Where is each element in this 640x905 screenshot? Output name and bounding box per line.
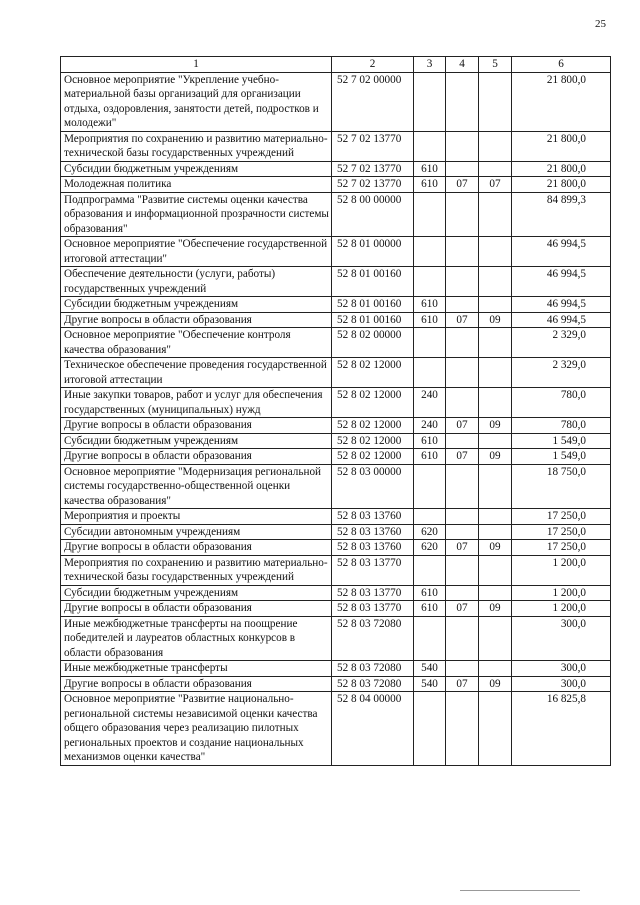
column-header: 6 (512, 57, 611, 73)
row-subsection-cell (479, 72, 512, 131)
row-name-cell: Иные межбюджетные трансферты (61, 661, 332, 677)
row-subsection-cell (479, 464, 512, 509)
row-amount-cell: 16 825,8 (512, 692, 611, 766)
row-code-cell: 52 8 01 00160 (332, 267, 414, 297)
row-code-cell: 52 8 03 13770 (332, 601, 414, 617)
table-row (61, 177, 611, 193)
row-amount-cell: 780,0 (512, 418, 611, 434)
row-code-cell: 52 8 02 12000 (332, 388, 414, 418)
row-subsection-cell (479, 616, 512, 661)
row-subsection-cell (479, 585, 512, 601)
row-name-cell: Основное мероприятие "Укрепление учебно-материальной базы организаций для организации отдыха, оздоровления, занятости детей, подростков и молодежи" (61, 72, 332, 131)
row-section-cell (446, 72, 479, 131)
row-subsection-cell (479, 161, 512, 177)
row-subsection-cell (479, 358, 512, 388)
table-row (61, 418, 611, 434)
row-subsection-cell (479, 267, 512, 297)
column-header: 4 (446, 57, 479, 73)
table-row (61, 449, 611, 465)
row-type-cell: 610 (414, 312, 446, 328)
row-section-cell: 07 (446, 449, 479, 465)
row-name-cell: Обеспечение деятельности (услуги, работы) государственных учреждений (61, 267, 332, 297)
row-type-cell (414, 464, 446, 509)
row-name-cell: Другие вопросы в области образования (61, 449, 332, 465)
table-row (61, 297, 611, 313)
table-row (61, 72, 611, 131)
row-type-cell (414, 692, 446, 766)
table-row (61, 161, 611, 177)
row-code-cell: 52 8 03 00000 (332, 464, 414, 509)
row-subsection-cell (479, 692, 512, 766)
row-section-cell (446, 661, 479, 677)
row-subsection-cell: 09 (479, 676, 512, 692)
row-section-cell (446, 388, 479, 418)
row-type-cell: 610 (414, 297, 446, 313)
row-name-cell: Другие вопросы в области образования (61, 312, 332, 328)
row-code-cell: 52 8 01 00160 (332, 297, 414, 313)
row-name-cell: Основное мероприятие "Развитие национально-региональной системы независимой оценки качества общего образования через реализацию пилотных региональных проектов и создание национальных механизмов оценки качества" (61, 692, 332, 766)
row-code-cell: 52 8 03 72080 (332, 661, 414, 677)
row-subsection-cell (479, 328, 512, 358)
row-amount-cell: 21 800,0 (512, 72, 611, 131)
table-row (61, 676, 611, 692)
row-code-cell: 52 7 02 13770 (332, 161, 414, 177)
row-section-cell (446, 328, 479, 358)
table-row (61, 555, 611, 585)
row-name-cell: Субсидии бюджетным учреждениям (61, 585, 332, 601)
row-type-cell: 610 (414, 585, 446, 601)
row-type-cell: 240 (414, 388, 446, 418)
row-type-cell (414, 192, 446, 237)
table-row (61, 585, 611, 601)
row-name-cell: Другие вопросы в области образования (61, 601, 332, 617)
row-subsection-cell: 09 (479, 418, 512, 434)
row-code-cell: 52 8 03 13760 (332, 509, 414, 525)
table-row (61, 509, 611, 525)
row-subsection-cell (479, 297, 512, 313)
row-subsection-cell: 09 (479, 312, 512, 328)
row-code-cell: 52 8 02 12000 (332, 358, 414, 388)
table-row (61, 540, 611, 556)
row-name-cell: Иные закупки товаров, работ и услуг для обеспечения государственных (муниципальных) нужд (61, 388, 332, 418)
row-name-cell: Другие вопросы в области образования (61, 418, 332, 434)
row-name-cell: Иные межбюджетные трансферты на поощрение победителей и лауреатов областных конкурсов в области образования (61, 616, 332, 661)
table-row (61, 661, 611, 677)
row-type-cell: 610 (414, 449, 446, 465)
row-section-cell (446, 524, 479, 540)
row-subsection-cell (479, 524, 512, 540)
row-name-cell: Техническое обеспечение проведения государственной итоговой аттестации (61, 358, 332, 388)
row-amount-cell: 17 250,0 (512, 524, 611, 540)
table-row (61, 524, 611, 540)
row-amount-cell: 300,0 (512, 661, 611, 677)
row-subsection-cell: 09 (479, 601, 512, 617)
row-amount-cell: 2 329,0 (512, 328, 611, 358)
row-type-cell: 610 (414, 433, 446, 449)
row-section-cell (446, 585, 479, 601)
row-type-cell (414, 72, 446, 131)
row-section-cell (446, 616, 479, 661)
row-name-cell: Субсидии бюджетным учреждениям (61, 297, 332, 313)
budget-table (60, 56, 611, 766)
row-subsection-cell: 09 (479, 540, 512, 556)
table-row (61, 464, 611, 509)
row-name-cell: Основное мероприятие "Обеспечение государственной итоговой аттестации" (61, 237, 332, 267)
row-section-cell: 07 (446, 177, 479, 193)
table-row (61, 433, 611, 449)
row-type-cell: 540 (414, 676, 446, 692)
row-section-cell (446, 297, 479, 313)
row-subsection-cell (479, 131, 512, 161)
row-subsection-cell (479, 433, 512, 449)
row-name-cell: Другие вопросы в области образования (61, 540, 332, 556)
row-code-cell: 52 8 02 12000 (332, 433, 414, 449)
table-row (61, 388, 611, 418)
row-name-cell: Субсидии бюджетным учреждениям (61, 161, 332, 177)
row-type-cell (414, 267, 446, 297)
row-type-cell: 620 (414, 524, 446, 540)
table-row (61, 692, 611, 766)
row-subsection-cell: 07 (479, 177, 512, 193)
row-name-cell: Другие вопросы в области образования (61, 676, 332, 692)
row-amount-cell: 1 200,0 (512, 585, 611, 601)
row-section-cell (446, 161, 479, 177)
table-row (61, 358, 611, 388)
row-subsection-cell: 09 (479, 449, 512, 465)
row-name-cell: Мероприятия по сохранению и развитию материально-технической базы государственных учреждений (61, 555, 332, 585)
row-amount-cell: 17 250,0 (512, 509, 611, 525)
column-header: 3 (414, 57, 446, 73)
row-code-cell: 52 8 03 72080 (332, 676, 414, 692)
row-code-cell: 52 8 01 00160 (332, 312, 414, 328)
row-section-cell (446, 509, 479, 525)
row-type-cell: 610 (414, 161, 446, 177)
row-code-cell: 52 7 02 13770 (332, 131, 414, 161)
row-amount-cell: 300,0 (512, 676, 611, 692)
row-amount-cell: 21 800,0 (512, 131, 611, 161)
table-row (61, 601, 611, 617)
row-section-cell: 07 (446, 418, 479, 434)
table-row (61, 616, 611, 661)
row-subsection-cell (479, 661, 512, 677)
row-code-cell: 52 8 00 00000 (332, 192, 414, 237)
row-section-cell: 07 (446, 312, 479, 328)
row-section-cell: 07 (446, 601, 479, 617)
row-section-cell (446, 131, 479, 161)
table-row (61, 237, 611, 267)
table-row (61, 312, 611, 328)
row-code-cell: 52 8 02 00000 (332, 328, 414, 358)
row-name-cell: Основное мероприятие "Модернизация региональной системы государственно-общественной оценки качества образования" (61, 464, 332, 509)
row-name-cell: Молодежная политика (61, 177, 332, 193)
row-amount-cell: 46 994,5 (512, 297, 611, 313)
column-header: 1 (61, 57, 332, 73)
row-section-cell (446, 692, 479, 766)
row-amount-cell: 300,0 (512, 616, 611, 661)
table-row (61, 267, 611, 297)
table-row (61, 131, 611, 161)
row-subsection-cell (479, 192, 512, 237)
row-code-cell: 52 8 02 12000 (332, 449, 414, 465)
row-amount-cell: 46 994,5 (512, 267, 611, 297)
row-name-cell: Субсидии автономным учреждениям (61, 524, 332, 540)
row-type-cell (414, 131, 446, 161)
row-amount-cell: 780,0 (512, 388, 611, 418)
row-section-cell (446, 555, 479, 585)
row-subsection-cell (479, 555, 512, 585)
row-type-cell (414, 358, 446, 388)
row-section-cell (446, 433, 479, 449)
row-code-cell: 52 8 04 00000 (332, 692, 414, 766)
row-code-cell: 52 8 03 13770 (332, 585, 414, 601)
row-amount-cell: 18 750,0 (512, 464, 611, 509)
row-name-cell: Подпрограмма "Развитие системы оценки качества образования и информационной прозрачности системы образования" (61, 192, 332, 237)
row-code-cell: 52 7 02 00000 (332, 72, 414, 131)
column-header: 5 (479, 57, 512, 73)
scan-edge-line (460, 890, 580, 891)
row-amount-cell: 2 329,0 (512, 358, 611, 388)
row-amount-cell: 1 200,0 (512, 555, 611, 585)
table-row (61, 192, 611, 237)
row-name-cell: Мероприятия по сохранению и развитию материально-технической базы государственных учреждений (61, 131, 332, 161)
row-amount-cell: 17 250,0 (512, 540, 611, 556)
row-code-cell: 52 8 03 72080 (332, 616, 414, 661)
row-type-cell (414, 328, 446, 358)
page-number: 25 (595, 18, 606, 30)
row-name-cell: Субсидии бюджетным учреждениям (61, 433, 332, 449)
column-header: 2 (332, 57, 414, 73)
row-amount-cell: 1 200,0 (512, 601, 611, 617)
row-type-cell: 610 (414, 601, 446, 617)
row-type-cell: 610 (414, 177, 446, 193)
row-code-cell: 52 8 03 13760 (332, 524, 414, 540)
row-amount-cell: 46 994,5 (512, 237, 611, 267)
row-type-cell (414, 509, 446, 525)
row-type-cell (414, 555, 446, 585)
row-type-cell: 240 (414, 418, 446, 434)
row-amount-cell: 1 549,0 (512, 433, 611, 449)
row-section-cell: 07 (446, 540, 479, 556)
header-row (61, 57, 611, 73)
row-type-cell (414, 237, 446, 267)
row-amount-cell: 1 549,0 (512, 449, 611, 465)
row-code-cell: 52 7 02 13770 (332, 177, 414, 193)
row-subsection-cell (479, 388, 512, 418)
row-section-cell: 07 (446, 676, 479, 692)
row-subsection-cell (479, 509, 512, 525)
row-section-cell (446, 267, 479, 297)
table-row (61, 328, 611, 358)
row-subsection-cell (479, 237, 512, 267)
row-section-cell (446, 358, 479, 388)
row-code-cell: 52 8 01 00000 (332, 237, 414, 267)
row-section-cell (446, 464, 479, 509)
row-amount-cell: 21 800,0 (512, 161, 611, 177)
row-name-cell: Основное мероприятие "Обеспечение контроля качества образования" (61, 328, 332, 358)
row-code-cell: 52 8 03 13760 (332, 540, 414, 556)
row-amount-cell: 46 994,5 (512, 312, 611, 328)
row-type-cell: 620 (414, 540, 446, 556)
row-type-cell (414, 616, 446, 661)
row-amount-cell: 84 899,3 (512, 192, 611, 237)
row-section-cell (446, 237, 479, 267)
row-type-cell: 540 (414, 661, 446, 677)
row-code-cell: 52 8 03 13770 (332, 555, 414, 585)
row-code-cell: 52 8 02 12000 (332, 418, 414, 434)
row-section-cell (446, 192, 479, 237)
row-name-cell: Мероприятия и проекты (61, 509, 332, 525)
row-amount-cell: 21 800,0 (512, 177, 611, 193)
